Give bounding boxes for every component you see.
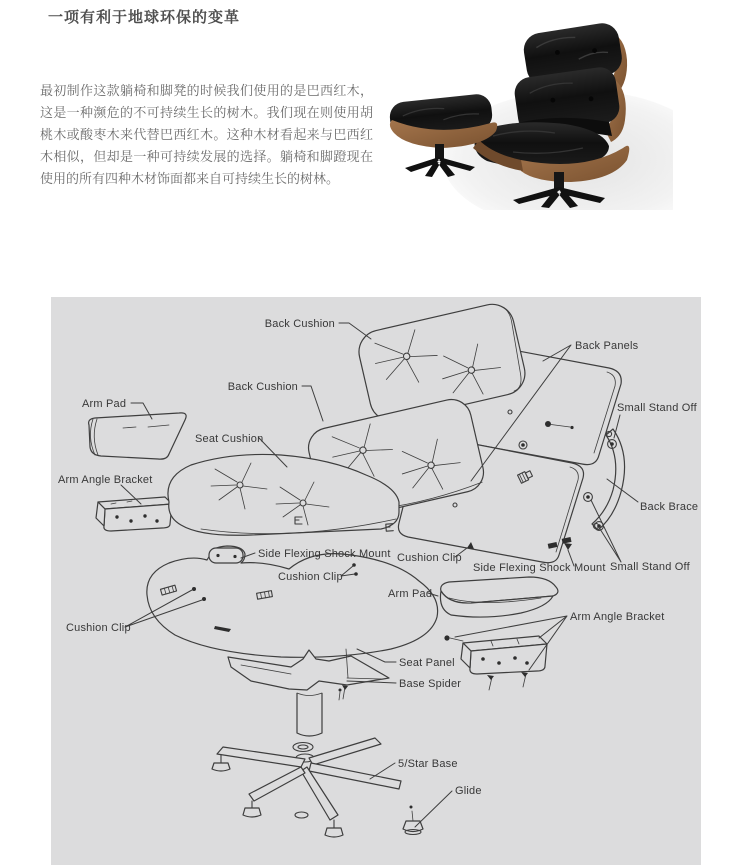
label-arm-pad-right: Arm Pad <box>388 588 433 600</box>
part-five-star-base <box>212 738 401 837</box>
part-arm-pad-left <box>89 413 187 459</box>
arrowhead <box>564 543 572 550</box>
product-photo <box>373 20 673 210</box>
part-arm-pad-right <box>440 577 557 617</box>
label-back-brace: Back Brace <box>640 501 699 513</box>
label-five-star-base: 5/Star Base <box>398 758 458 770</box>
part-glide <box>403 806 423 835</box>
label-cushion-clip-3: Cushion Clip <box>66 622 131 634</box>
label-back-cushion-top: Back Cushion <box>264 318 335 330</box>
label-small-stand-off-1: Small Stand Off <box>617 402 697 414</box>
page-title: 一项有利于地球环保的变革 <box>48 9 241 26</box>
label-side-flexing-shock-mount-2: Side Flexing Shock Mount <box>473 562 606 574</box>
exploded-diagram-drawing <box>51 297 701 865</box>
label-arm-angle-bracket-left: Arm Angle Bracket <box>58 474 153 486</box>
label-side-flexing-shock-mount-1: Side Flexing Shock Mount <box>258 548 391 560</box>
label-glide: Glide <box>455 785 482 797</box>
exploded-diagram <box>51 297 701 865</box>
label-back-cushion-lower: Back Cushion <box>227 381 298 393</box>
label-seat-cushion: Seat Cushion <box>195 433 264 445</box>
part-base-spider <box>228 649 389 700</box>
lounge-chair-photo-illustration <box>373 20 673 210</box>
label-base-spider: Base Spider <box>399 678 462 690</box>
label-cushion-clip-1: Cushion Clip <box>397 552 462 564</box>
intro-paragraph: 最初制作这款躺椅和脚凳的时候我们使用的是巴西红木，这是一种濒危的不可持续生长的树木。我们现在则使用胡桃木或酸枣木来代替巴西红木。这种木材看起来与巴西红木相似，但却是一种可持续发展的选择。躺椅和脚蹬现在使用的所有四种木材饰面都来自可持续生长的树林。 <box>40 83 373 186</box>
label-small-stand-off-2: Small Stand Off <box>610 561 690 573</box>
label-cushion-clip-2: Cushion Clip <box>278 571 343 583</box>
part-arm-angle-bracket-left <box>96 497 172 531</box>
label-arm-angle-bracket-right: Arm Angle Bracket <box>570 611 665 623</box>
label-back-panels: Back Panels <box>575 340 639 352</box>
label-arm-pad-left: Arm Pad <box>82 398 127 410</box>
part-seat-panel <box>147 546 438 657</box>
label-seat-panel: Seat Panel <box>399 657 455 669</box>
